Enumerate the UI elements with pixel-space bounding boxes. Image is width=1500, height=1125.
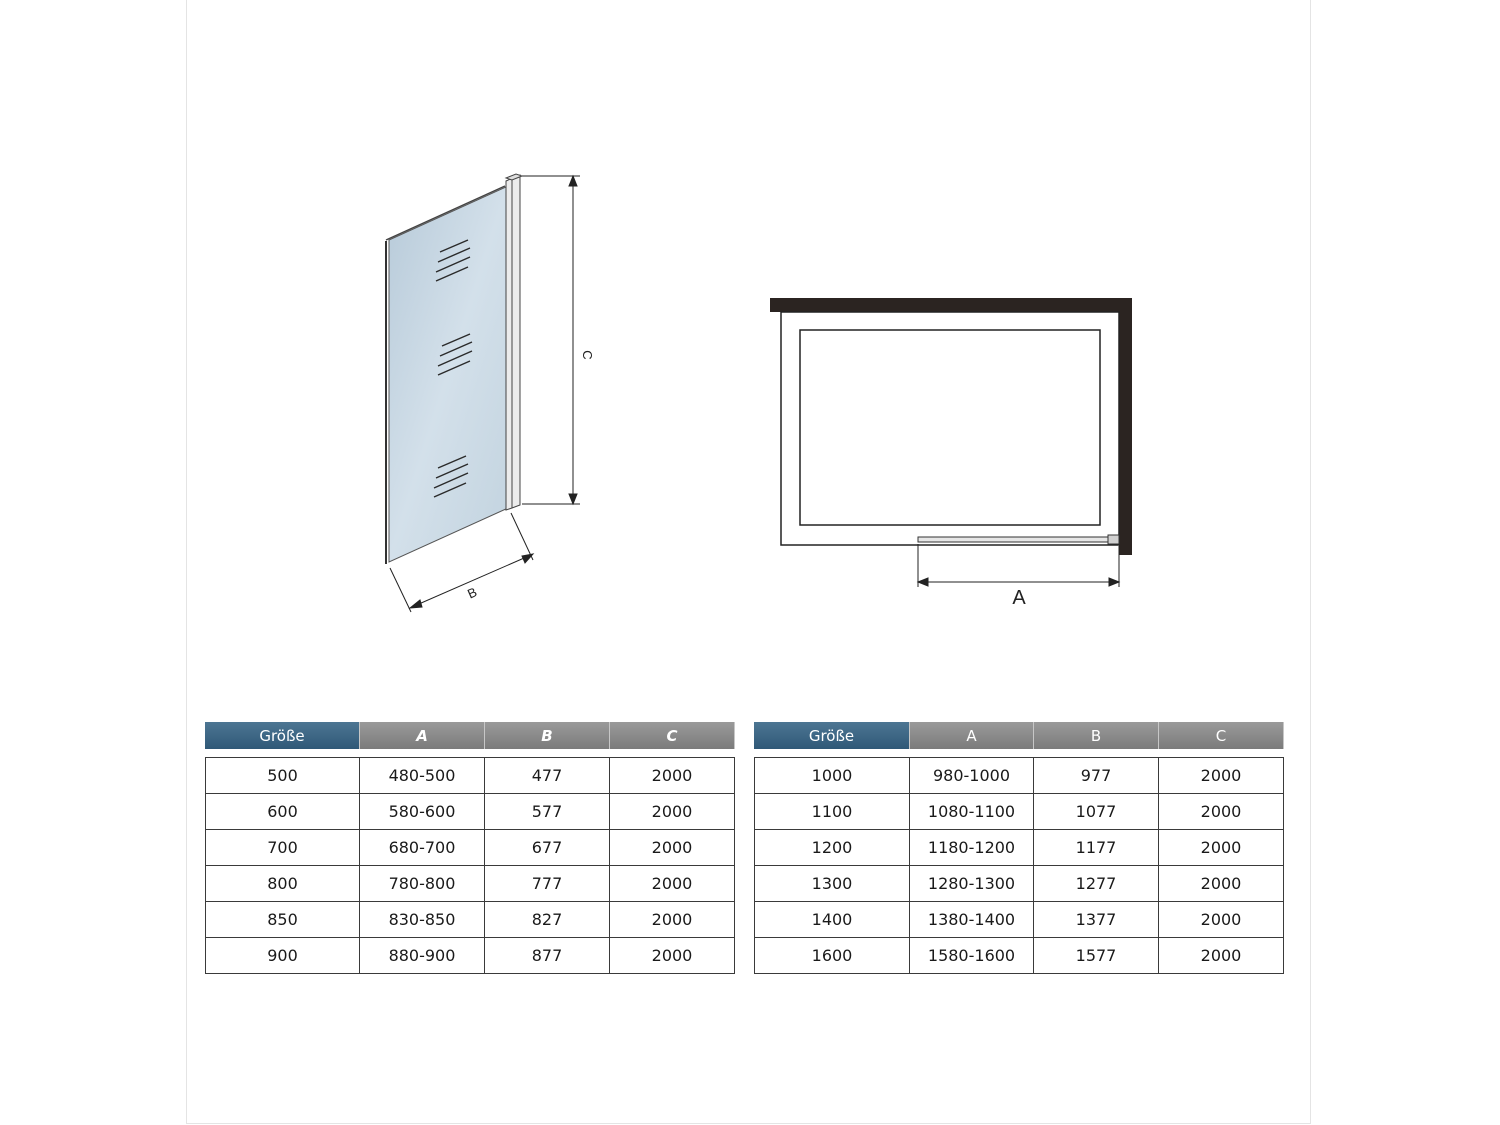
header-size: Größe xyxy=(205,722,360,749)
cell-b: 477 xyxy=(485,757,610,794)
cell-c: 2000 xyxy=(610,794,735,830)
size-table-small xyxy=(205,722,735,974)
cell-c: 2000 xyxy=(610,757,735,794)
table-row xyxy=(754,757,1284,794)
table-row xyxy=(205,794,735,830)
header-b: B xyxy=(1034,722,1159,749)
table-row xyxy=(205,830,735,866)
size-table-large xyxy=(754,722,1284,974)
cell-b: 827 xyxy=(485,902,610,938)
cell-a: 1380-1400 xyxy=(910,902,1034,938)
wall-right xyxy=(1119,298,1132,555)
glass-panel-plan xyxy=(918,537,1119,542)
dimension-a xyxy=(918,544,1119,587)
label-b: B xyxy=(465,584,480,602)
cell-a: 1080-1100 xyxy=(910,794,1034,830)
tray-inner xyxy=(800,330,1100,525)
table-row xyxy=(754,938,1284,974)
table-row xyxy=(205,902,735,938)
cell-c: 2000 xyxy=(1159,902,1284,938)
table-row xyxy=(205,938,735,974)
cell-b: 677 xyxy=(485,830,610,866)
cell-c: 2000 xyxy=(610,902,735,938)
cell-size: 700 xyxy=(205,830,360,866)
header-size: Größe xyxy=(754,722,910,749)
cell-b: 1377 xyxy=(1034,902,1159,938)
cell-size: 800 xyxy=(205,866,360,902)
glass-pane xyxy=(389,186,508,562)
glass-panel-perspective xyxy=(386,174,595,612)
table-row xyxy=(754,902,1284,938)
table-header-row xyxy=(754,722,1284,749)
tray-outline xyxy=(781,312,1119,545)
cell-c: 2000 xyxy=(1159,866,1284,902)
header-a: A xyxy=(910,722,1034,749)
cell-size: 1100 xyxy=(754,794,910,830)
cell-a: 780-800 xyxy=(360,866,485,902)
cell-b: 1577 xyxy=(1034,938,1159,974)
cell-c: 2000 xyxy=(1159,757,1284,794)
cell-b: 577 xyxy=(485,794,610,830)
cell-c: 2000 xyxy=(1159,830,1284,866)
cell-a: 880-900 xyxy=(360,938,485,974)
cell-b: 1277 xyxy=(1034,866,1159,902)
header-c: C xyxy=(610,722,735,749)
cell-a: 1280-1300 xyxy=(910,866,1034,902)
cell-a: 980-1000 xyxy=(910,757,1034,794)
cell-b: 1077 xyxy=(1034,794,1159,830)
table-row xyxy=(754,830,1284,866)
wall-profile xyxy=(506,175,520,510)
table-header-row xyxy=(205,722,735,749)
cell-a: 580-600 xyxy=(360,794,485,830)
cell-size: 500 xyxy=(205,757,360,794)
cell-a: 830-850 xyxy=(360,902,485,938)
cell-c: 2000 xyxy=(610,830,735,866)
table-row xyxy=(754,794,1284,830)
dimension-c xyxy=(522,176,580,504)
cell-a: 1580-1600 xyxy=(910,938,1034,974)
cell-b: 1177 xyxy=(1034,830,1159,866)
cell-c: 2000 xyxy=(610,866,735,902)
cell-size: 1200 xyxy=(754,830,910,866)
cell-b: 877 xyxy=(485,938,610,974)
cell-size: 1600 xyxy=(754,938,910,974)
table-row xyxy=(754,866,1284,902)
table-row xyxy=(205,866,735,902)
wall-top xyxy=(770,298,1132,312)
header-b: B xyxy=(485,722,610,749)
panel-clamp xyxy=(1108,535,1119,544)
cell-size: 600 xyxy=(205,794,360,830)
header-a: A xyxy=(360,722,485,749)
cell-b: 777 xyxy=(485,866,610,902)
cell-c: 2000 xyxy=(1159,794,1284,830)
label-c: C xyxy=(580,350,595,360)
cell-b: 977 xyxy=(1034,757,1159,794)
cell-size: 850 xyxy=(205,902,360,938)
cell-c: 2000 xyxy=(1159,938,1284,974)
header-c: C xyxy=(1159,722,1284,749)
cell-a: 480-500 xyxy=(360,757,485,794)
cell-a: 680-700 xyxy=(360,830,485,866)
floor-plan xyxy=(770,298,1132,609)
cell-size: 1000 xyxy=(754,757,910,794)
label-a: A xyxy=(1012,587,1026,609)
table-row xyxy=(205,757,735,794)
cell-size: 1300 xyxy=(754,866,910,902)
cell-a: 1180-1200 xyxy=(910,830,1034,866)
cell-size: 900 xyxy=(205,938,360,974)
cell-c: 2000 xyxy=(610,938,735,974)
cell-size: 1400 xyxy=(754,902,910,938)
